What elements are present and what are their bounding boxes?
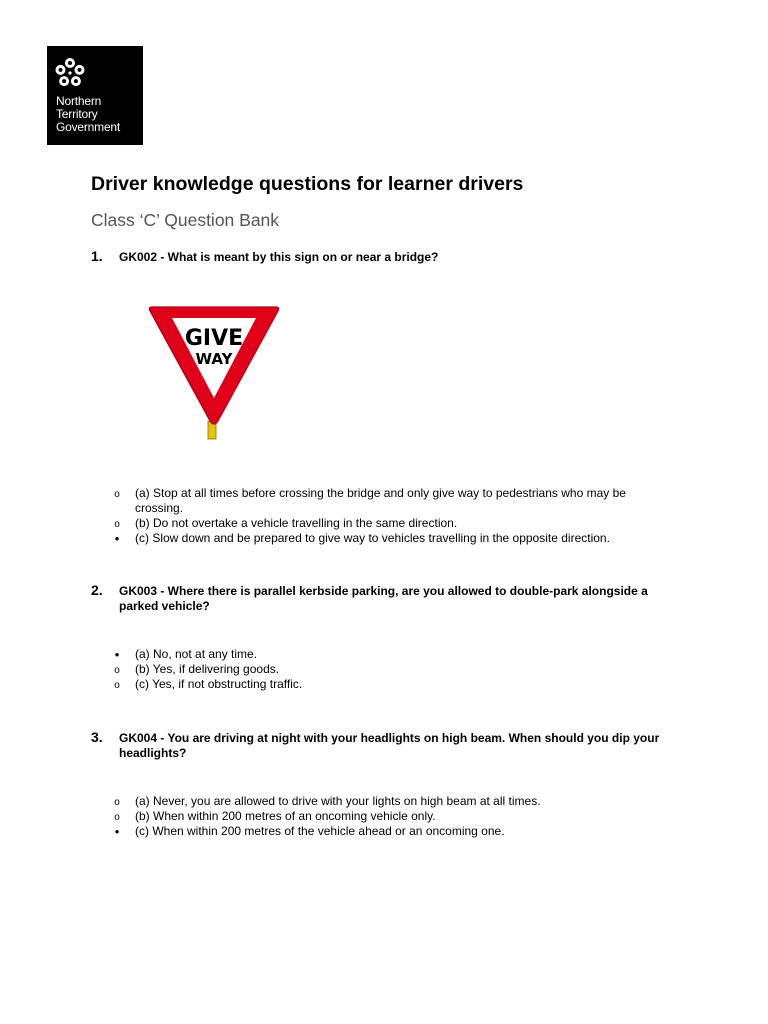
question-2-options: [110, 647, 670, 692]
question-number: 1.: [91, 248, 103, 264]
logo-text: [56, 95, 120, 134]
option-b[interactable]: [110, 516, 670, 531]
option-text: (b) Do not overtake a vehicle travelling in the same direction.: [135, 516, 458, 530]
flower-emblem-icon: [53, 56, 87, 90]
option-c[interactable]: [110, 677, 670, 692]
unselected-option-marker: o: [114, 519, 120, 530]
option-b[interactable]: [110, 809, 670, 824]
logo-line-3: Government: [56, 120, 121, 134]
selected-option-marker: •: [114, 531, 120, 546]
question-text: GK003 - Where there is parallel kerbside parking, are you allowed to double-park alongside a parked vehicle?: [119, 584, 648, 613]
selected-option-marker: •: [114, 647, 120, 662]
option-text: (c) Slow down and be prepared to give way to vehicles travelling in the opposite direction.: [135, 531, 610, 545]
unselected-option-marker: o: [114, 812, 120, 823]
option-a[interactable]: [110, 794, 670, 809]
option-text: (b) When within 200 metres of an oncoming vehicle only.: [135, 809, 436, 823]
unselected-option-marker: o: [114, 665, 120, 676]
option-a[interactable]: [110, 486, 670, 516]
option-text: (a) Never, you are allowed to drive with your lights on high beam at all times.: [135, 794, 541, 808]
question-text: GK002 - What is meant by this sign on or near a bridge?: [119, 250, 439, 264]
option-c[interactable]: [110, 824, 670, 839]
question-1-options: [110, 486, 670, 546]
logo-line-2: Territory: [56, 107, 98, 121]
unselected-option-marker: o: [114, 797, 120, 808]
logo-line-1: Northern: [56, 94, 102, 108]
option-c[interactable]: [110, 531, 670, 546]
sign-text-give: GIVE: [184, 326, 244, 351]
question-number: 2.: [91, 582, 103, 598]
option-a[interactable]: [110, 647, 670, 662]
option-text: (b) Yes, if delivering goods.: [135, 662, 280, 676]
give-way-sign-image: [146, 303, 282, 443]
unselected-option-marker: o: [114, 489, 120, 500]
document-title: Driver knowledge questions for learner drivers: [91, 173, 524, 195]
question-text: GK004 - You are driving at night with your headlights on high beam. When should you dip your headlights?: [119, 731, 660, 760]
document-subtitle: Class ‘C’ Question Bank: [91, 210, 280, 230]
unselected-option-marker: o: [114, 680, 120, 691]
option-text: (c) Yes, if not obstructing traffic.: [135, 677, 303, 691]
selected-option-marker: •: [114, 824, 120, 839]
option-text: (a) No, not at any time.: [135, 647, 258, 661]
question-number: 3.: [91, 729, 103, 745]
option-b[interactable]: [110, 662, 670, 677]
nt-government-logo: [47, 46, 143, 145]
question-3-options: [110, 794, 670, 839]
sign-text-way: WAY: [195, 350, 233, 368]
option-text: (c) When within 200 metres of the vehicle ahead or an oncoming one.: [135, 824, 505, 838]
option-text: (a) Stop at all times before crossing the bridge and only give way to pedestrians who may be crossing.: [135, 486, 626, 515]
